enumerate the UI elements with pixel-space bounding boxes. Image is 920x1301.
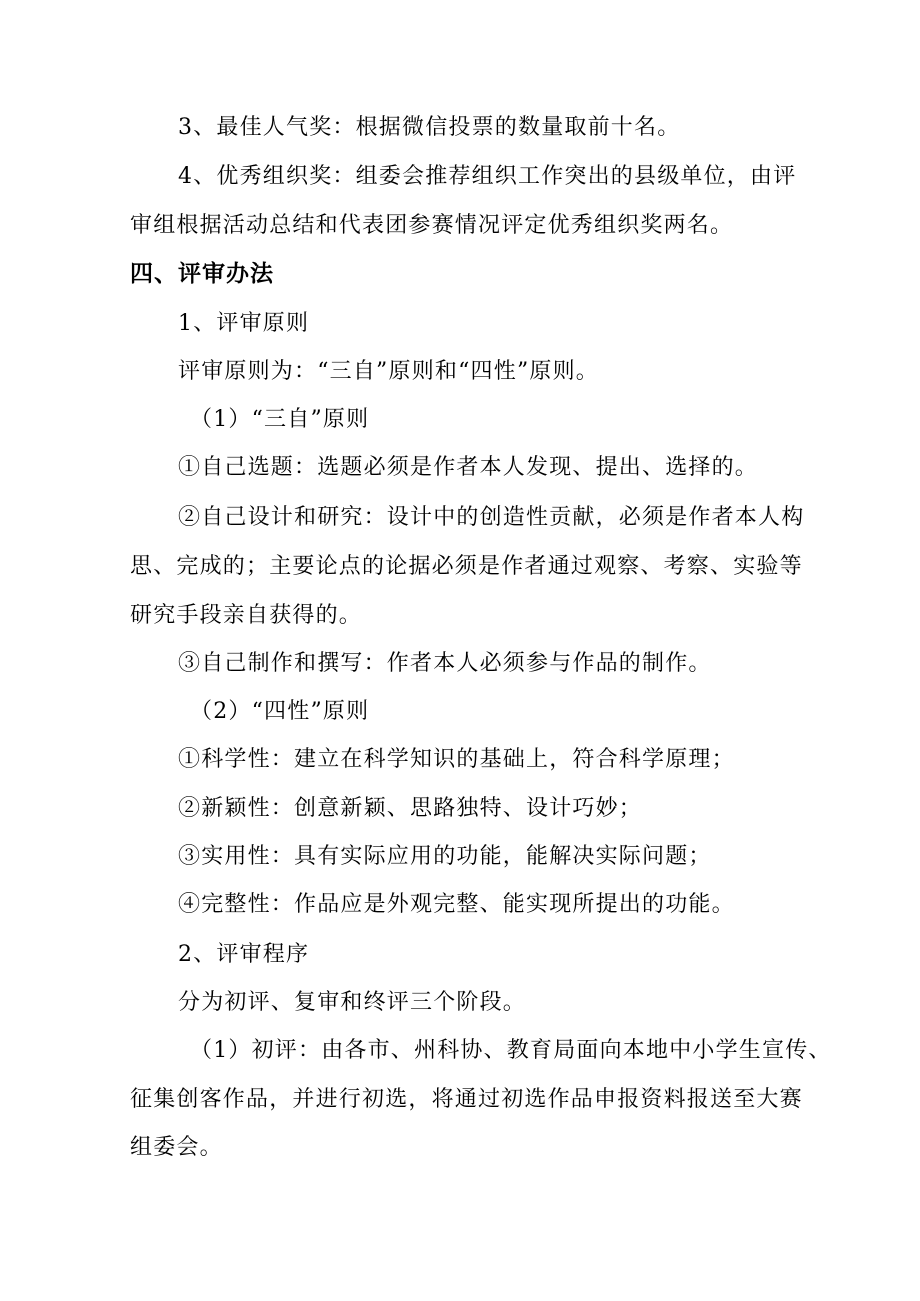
four-nature-item-4: ④完整性：作品应是外观完整、能实现所提出的功能。 [178, 892, 735, 917]
subsection-title-1: 1、评审原则 [178, 311, 310, 336]
section-heading: 四、评审办法 [130, 261, 274, 287]
three-self-item-2-line-1: ②自己设计和研究：设计中的创造性贡献，必须是作者本人构 [178, 505, 805, 530]
award-3-paragraph: 3、最佳人气奖：根据微信投票的数量取前十名。 [178, 115, 681, 140]
initial-review-line-2: 征集创客作品，并进行初选，将通过初选作品申报资料报送至大赛 [130, 1087, 803, 1112]
procedure-intro: 分为初评、复审和终评三个阶段。 [178, 990, 527, 1015]
award-4-paragraph-line-2: 审组根据活动总结和代表团参赛情况评定优秀组织奖两名。 [130, 213, 734, 238]
three-self-item-3: ③自己制作和撰写：作者本人必须参与作品的制作。 [178, 651, 712, 676]
principles-intro: 评审原则为：“三自”原则和“四性”原则。 [178, 359, 599, 384]
four-nature-item-3: ③实用性：具有实际应用的功能，能解决实际问题； [178, 844, 712, 869]
initial-review-line-3: 组委会。 [130, 1135, 223, 1160]
award-4-paragraph-line-1: 4、优秀组织奖：组委会推荐组织工作突出的县级单位，由评 [178, 164, 797, 189]
three-self-item-1: ①自己选题：选题必须是作者本人发现、提出、选择的。 [178, 455, 759, 480]
three-self-item-2-line-2: 思、完成的；主要论点的论据必须是作者通过观察、考察、实验等 [130, 554, 803, 579]
three-self-item-2-line-3: 研究手段亲自获得的。 [130, 603, 363, 628]
initial-review-line-1: （1）初评：由各市、州科协、教育局面向本地中小学生宣传、 [190, 1038, 832, 1063]
subsection-title-2: 2、评审程序 [178, 942, 310, 967]
four-nature-title: （2）“四性”原则 [190, 699, 370, 724]
four-nature-item-1: ①科学性：建立在科学知识的基础上，符合科学原理； [178, 747, 735, 772]
four-nature-item-2: ②新颖性：创意新颖、思路独特、设计巧妙； [178, 796, 643, 821]
three-self-title: （1）“三自”原则 [190, 407, 370, 432]
